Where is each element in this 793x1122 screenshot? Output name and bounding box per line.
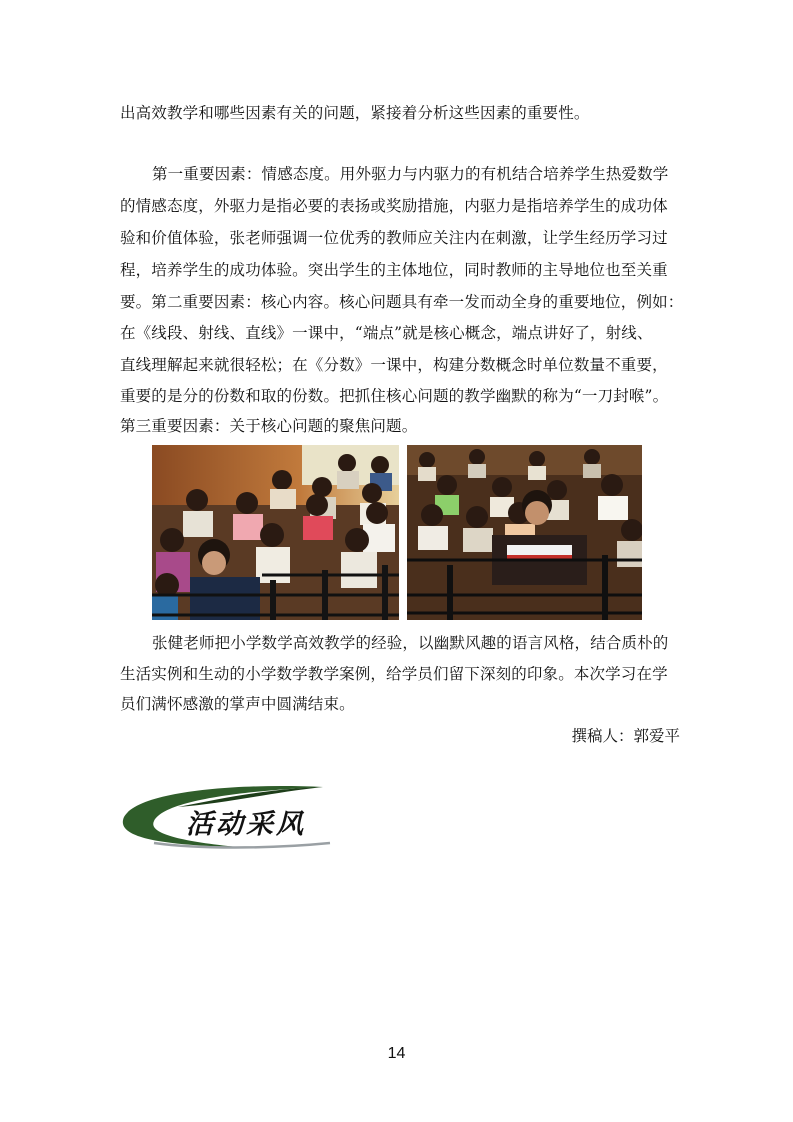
factors-paragraph-line: 程，培养学生的成功体验。突出学生的主体地位，同时教师的主导地位也至关重 [120, 261, 668, 279]
factors-paragraph-line: 验和价值体验，张老师强调一位优秀的教师应关注内在刺激，让学生经历学习过 [120, 229, 668, 247]
factors-paragraph-line: 要。第二重要因素：核心内容。核心问题具有牵一发而动全身的重要地位，例如： [120, 293, 684, 311]
factors-paragraph-line: 的情感态度，外驱力是指必要的表扬或奖励措施，内驱力是指培养学生的成功体 [120, 197, 668, 215]
closing-paragraph-line: 张健老师把小学数学高效教学的经验，以幽默风趣的语言风格，结合质朴的 [152, 634, 669, 652]
factors-paragraph-line: 直线理解起来就很轻松；在《分数》一课中，构建分数概念时单位数量不重要， [120, 356, 668, 374]
page-number: 14 [387, 1045, 406, 1062]
author-credit: 撰稿人：郭爱平 [571, 727, 680, 745]
classroom-photo-left [152, 445, 399, 620]
closing-paragraph-line: 生活实例和生动的小学数学教学案例，给学员们留下深刻的印象。本次学习在学 [120, 665, 668, 683]
intro-paragraph: 出高效教学和哪些因素有关的问题，紧接着分析这些因素的重要性。 [120, 104, 590, 122]
factors-paragraph-line: 第三重要因素：关于核心问题的聚焦问题。 [120, 417, 418, 435]
closing-paragraph-line: 员们满怀感激的掌声中圆满结束。 [120, 695, 355, 713]
factors-paragraph-line: 重要的是分的份数和取的份数。把抓住核心问题的教学幽默的称为“一刀封喉”。 [120, 387, 669, 405]
classroom-photo-right [407, 445, 642, 620]
factors-paragraph-line: 第一重要因素：情感态度。用外驱力与内驱力的有机结合培养学生热爱数学 [152, 165, 669, 183]
factors-paragraph-line: 在《线段、射线、直线》一课中，“端点”就是核心概念，端点讲好了，射线、 [120, 324, 653, 342]
banner-title: 活动采风 [186, 809, 306, 840]
